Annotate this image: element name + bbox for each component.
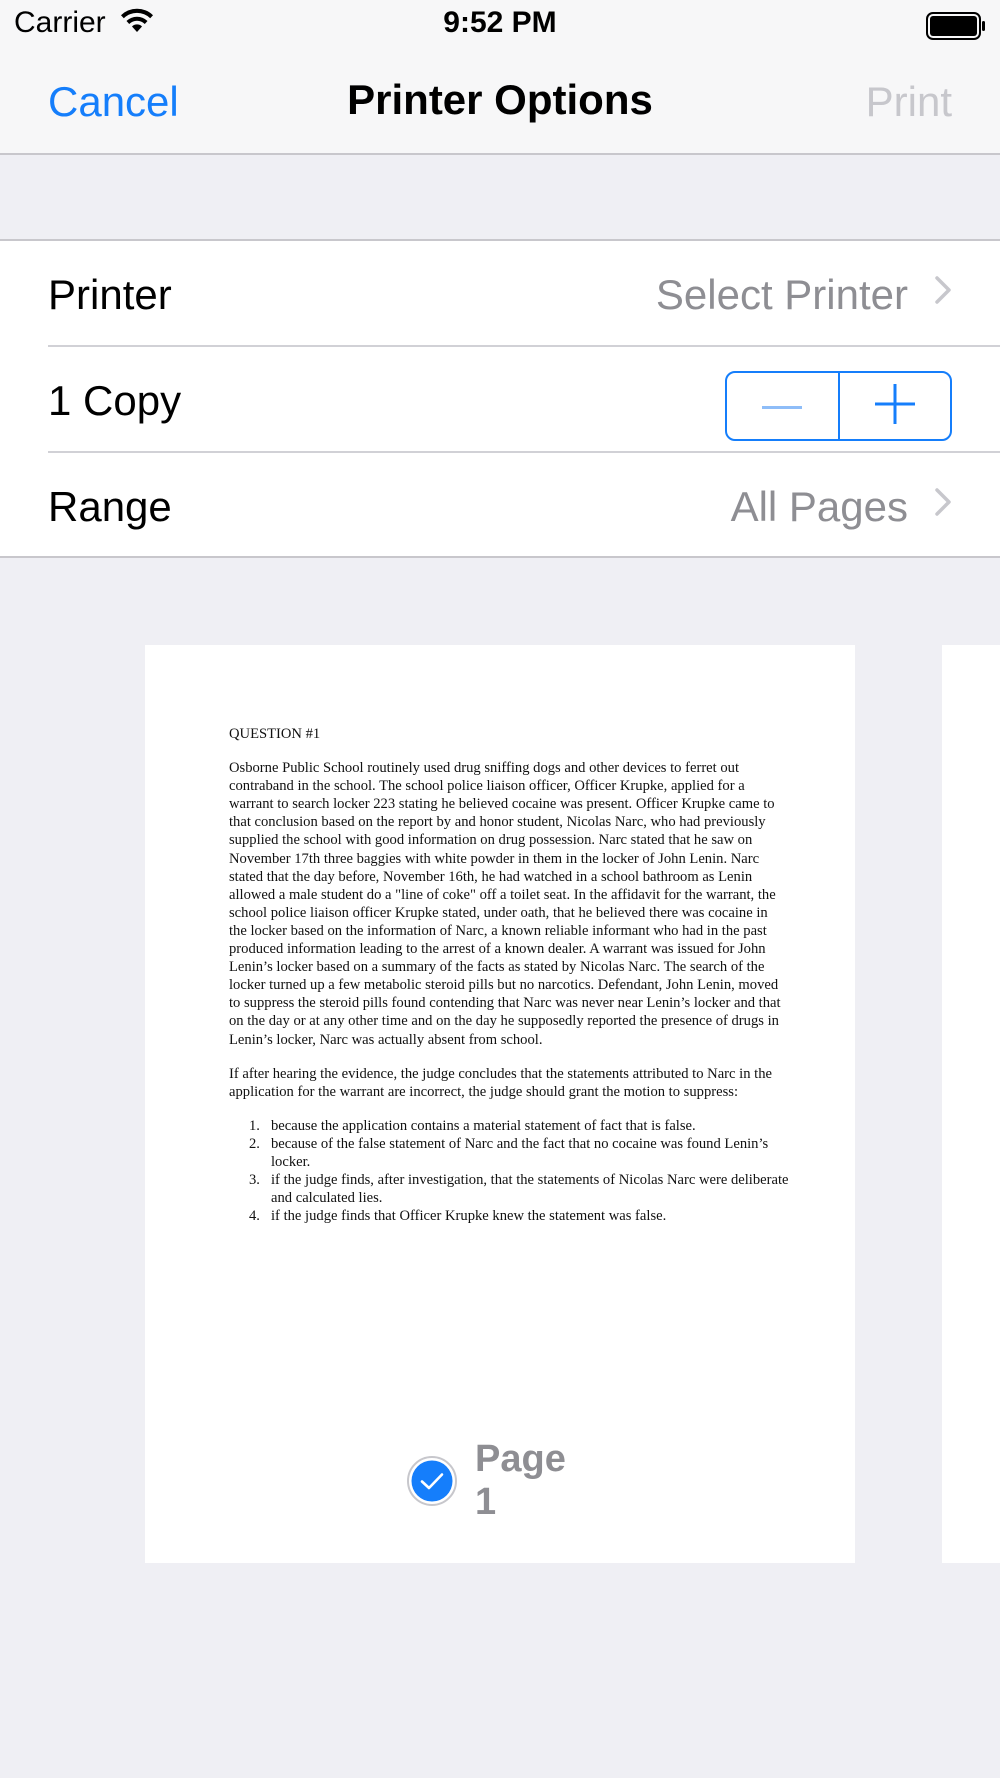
document-heading: QUESTION #1 (229, 726, 321, 742)
document-content (229, 725, 789, 1225)
page-preview[interactable] (145, 645, 855, 1563)
page-title: Printer Options (347, 76, 653, 123)
carrier-label: Carrier (14, 6, 106, 39)
cancel-button[interactable]: Cancel (48, 78, 179, 125)
minus-icon (762, 397, 802, 415)
copies-row (0, 347, 1000, 453)
increment-button[interactable] (840, 373, 951, 439)
document-paragraph: If after hearing the evidence, the judge concludes that the statements attributed to Narc in the application for the warrant are incorrect, the judge should grant the motion to suppress: (229, 1065, 772, 1100)
chevron-right-icon (934, 275, 952, 310)
print-button[interactable]: Print (865, 78, 952, 125)
printer-value: Select Printer (655, 271, 908, 318)
copies-label: 1 Copy (48, 377, 182, 424)
answer-option: 4. if the judge finds that Officer Krupke knew the statement was false. (249, 1208, 667, 1225)
plus-icon (875, 384, 915, 429)
document-paragraph: Osborne Public School routinely used drug sniffing dogs and other devices to ferret out contraband in the school. The school police liaison officer, Officer Krupke, applied for a warrant to search locker 223 stating he believed cocaine was present. Officer Krupke came to that conclusion based on the report by and honor student, Nicolas Narc, who had previously supplied the school with good information on drug possession. Narc stated that he saw on November 17th three baggies with white powder in them in the locker of John Lenin. Narc stated that the day before, November 16th, he had watched in a school bathroom as Lenin allowed a male student do a "line of coke" off a toilet seat. In the affidavit for the warrant, the school police liaison officer Krupke stated, under oath, that he believed there was cocaine in the locker based on the information of Narc, a known reliable informant who had in the past produced information leading to the arrest of a known dealer. A warrant was issued for John Lenin’s locker based on a summary of the facts as stated by Nicolas Narc. The search of the locker turned up a few metabolic steroid pills but no narcotics. Defendant, John Lenin, moved to suppress the steroid pills found contending that Narc was never near Lenin’s locker and that on the day or at any other time and on the day he supposedly reported the presence of drugs in Lenin’s locker, Narc was actually absent from school. (229, 760, 781, 1048)
next-page-preview[interactable] (942, 645, 1000, 1563)
navigation-bar (0, 0, 1000, 155)
battery-icon (926, 12, 986, 45)
printer-label: Printer (48, 271, 172, 318)
status-time: 9:52 PM (443, 6, 557, 39)
range-label: Range (48, 483, 172, 530)
range-row[interactable] (0, 453, 1000, 559)
answer-option: 1. because the application contains a material statement of fact that is false. (249, 1117, 696, 1134)
answer-option: 2. because of the false statement of Narc and the fact that no cocaine was found Lenin’s locker. (249, 1135, 769, 1170)
checkmark-circle-icon (407, 1456, 457, 1506)
answer-option: 3. if the judge finds, after investigation, that the statements of Nicolas Narc were deliberate and calculated lies. (249, 1172, 789, 1207)
range-value: All Pages (730, 483, 908, 530)
chevron-right-icon (934, 487, 952, 522)
printer-options-group (0, 239, 1000, 558)
copies-stepper[interactable] (725, 371, 952, 441)
page-label: Page 1 (475, 1438, 566, 1523)
decrement-button[interactable] (727, 373, 838, 439)
page-select-toggle[interactable] (407, 1438, 597, 1523)
printer-row[interactable] (0, 241, 1000, 347)
answer-options-list (249, 1117, 789, 1226)
